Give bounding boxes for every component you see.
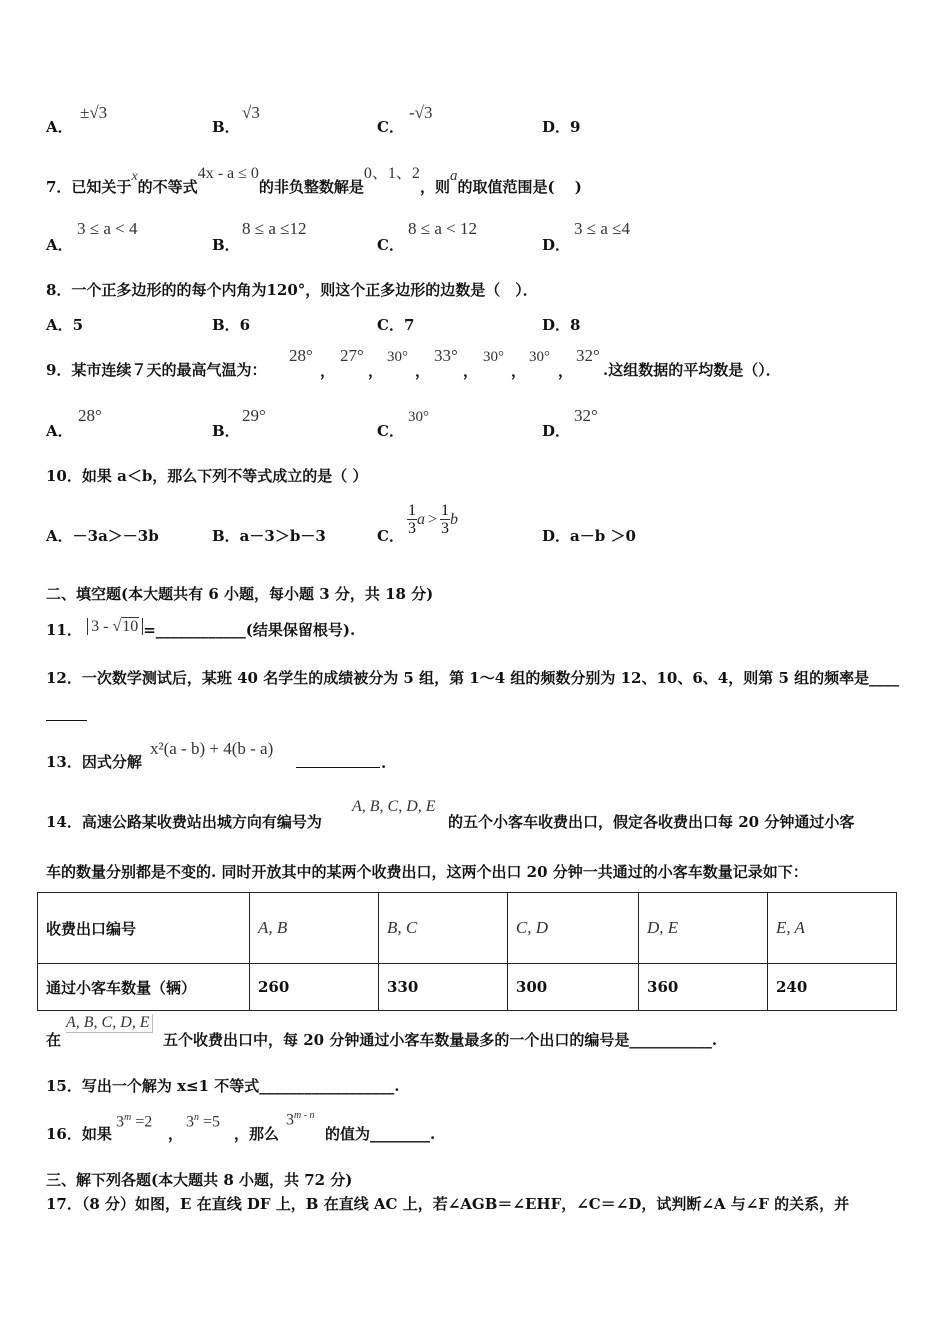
table-row [38, 893, 897, 964]
q6-option-b-math: √3 [242, 103, 260, 122]
q14-exits: A, B, C, D, E [352, 798, 436, 815]
question-15: 15．写出一个解为 x≤1 不等式__________________. [46, 1077, 400, 1095]
q10-frac-2-num: 1 [441, 502, 450, 519]
q9-temp-4: 33° [434, 346, 458, 365]
q16-expr-2 [186, 1112, 220, 1131]
q7-option-a-math: 3 ≤ a < 4 [77, 219, 138, 238]
q7-text-3: 的非负整数解是 [258, 178, 364, 196]
table-cell-count: 330 [378, 964, 507, 1011]
q9-option-c-math: 30° [408, 409, 429, 425]
q11-math-pre: 3 - [91, 618, 113, 635]
q9-sep-6: ， [558, 362, 574, 380]
table-cell-pair: B, C [378, 893, 507, 964]
q9-sep-1: ， [320, 362, 336, 380]
q10-option-b: B．a－3＞b－3 [212, 527, 326, 545]
table-cell-count: 260 [250, 964, 379, 1011]
q6-option-d: D．9 [542, 118, 581, 136]
q9-sep-3: ， [415, 362, 431, 380]
table-cell-pair: E, A [767, 893, 896, 964]
table-cell-pair: C, D [507, 893, 638, 964]
q8-option-c: C．7 [377, 316, 415, 334]
q12-blank-continuation [46, 720, 87, 721]
q7-text-5: 的取值范围是( ) [457, 178, 582, 196]
q6-option-b-label: B． [212, 118, 240, 136]
q14-table [37, 892, 897, 1011]
q8-option-d: D．8 [542, 316, 581, 334]
q9-text-1: 9．某市连续７天的最高气温为： [46, 361, 267, 379]
q9-sep-4: ， [463, 362, 479, 380]
table-cell-count: 240 [767, 964, 896, 1011]
q7-option-d-label: D． [542, 236, 571, 254]
q9-temp-6: 30° [529, 349, 550, 365]
q10-frac-1-num: 1 [408, 502, 416, 519]
q10-frac-1-den: 3 [408, 520, 416, 537]
q6-option-c-label: C． [377, 118, 404, 136]
question-8: 8．一个正多边形的的每个内角为120°，则这个正多边形的边数是（ ）． [46, 281, 538, 299]
q9-temp-2: 27° [340, 346, 364, 365]
q11-abs: 3 - √10 [87, 618, 143, 635]
q16-exp-2: n [194, 1112, 199, 1123]
q7-option-b-math: 8 ≤ a ≤12 [242, 219, 307, 238]
q14-question-pre: 在 [46, 1031, 62, 1049]
q7-text-2: 的不等式 [137, 178, 198, 196]
table-cell-count: 360 [639, 964, 768, 1011]
q9-option-c-label: C． [377, 422, 404, 440]
q6-option-c-math: -√3 [409, 103, 433, 122]
q7-text-4: ，则 [419, 178, 450, 196]
q13-math: x²(a - b) + 4(b - a) [150, 739, 274, 758]
q16-rhs-2: =5 [199, 1113, 221, 1131]
q6-option-a-math [80, 103, 107, 123]
q16-base-3: 3 [286, 1111, 294, 1129]
q7-option-c-label: C． [377, 236, 404, 254]
q9-option-b-math: 29° [242, 406, 266, 425]
table-cell-pair: D, E [639, 893, 768, 964]
q7-option-a-label: A． [46, 236, 73, 254]
section-2-heading: 二、填空题(本大题共有 6 小题，每小题 3 分，共 18 分) [46, 585, 434, 603]
q14-question-exits: A, B, C, D, E [66, 1014, 153, 1033]
q10-frac-2-den: 3 [441, 520, 450, 537]
q16-exp-3: m - n [294, 1110, 315, 1121]
q11-radicand: 10 [122, 618, 139, 635]
q11-text: =____________(结果保留根号). [143, 621, 356, 639]
q9-temp-3: 30° [387, 349, 408, 365]
question-12: 12．一次数学测试后，某班 40 名学生的成绩被分为 5 组，第 1～4 组的频数分别为 12、10、6、4，则第 5 组的频率是____ [46, 669, 900, 687]
q16-expr-1 [116, 1112, 152, 1131]
q16-tail: 的值为________. [325, 1125, 436, 1143]
q16-sep: ， [168, 1125, 184, 1143]
q7-option-d-math: 3 ≤ a ≤4 [574, 219, 630, 238]
q10-op: > [428, 511, 438, 528]
question-11 [46, 620, 355, 641]
q7-solutions: 0、1、2 [363, 165, 420, 182]
question-9 [46, 360, 266, 380]
q9-temp-5: 30° [483, 349, 504, 365]
table-cell-pair: A, B [250, 893, 379, 964]
q13-tail: . [381, 754, 387, 772]
q16-label: 16．如果 [46, 1125, 112, 1143]
question-14-line-1 [46, 812, 322, 832]
q16-mid: ，那么 [234, 1125, 280, 1143]
q10-var-2: b [450, 511, 459, 528]
q9-temp-7: 32° [576, 346, 600, 365]
q11-label: 11． [46, 621, 82, 639]
q6-a-text: ±√3 [80, 103, 108, 122]
q7-var-a: a [449, 168, 458, 184]
question-14-line-2: 车的数量分别都是不变的. 同时开放其中的某两个收费出口，这两个出口 20 分钟一共通过的小客车数量记录如下： [46, 863, 808, 881]
q6-option-a-label: A． [46, 118, 73, 136]
q10-frac-1 [407, 502, 417, 537]
q7-inequality: 4x - a ≤ 0 [197, 165, 259, 182]
question-17: 17．（8 分）如图，E 在直线 DF 上，B 在直线 AC 上，若∠AGB＝∠EHF，∠C＝∠D，试判断∠A 与∠F 的关系，并 [46, 1195, 850, 1213]
q7-var-x: x [131, 169, 138, 184]
q10-option-a: A．－3a＞－3b [46, 527, 159, 545]
table-count-label: 通过小客车数量（辆） [38, 964, 250, 1011]
q16-base-2: 3 [186, 1113, 194, 1131]
q16-base-1: 3 [116, 1113, 124, 1131]
q9-option-a-math: 28° [78, 406, 102, 425]
q10-var-1: a [417, 511, 425, 528]
q9-sep-2: ， [368, 362, 384, 380]
question-10: 10．如果 a＜b，那么下列不等式成立的是（ ） [46, 467, 368, 485]
q10-option-d: D．a－b ＞0 [542, 527, 636, 545]
q9-sep-5: ， [511, 362, 527, 380]
q7-option-c-math: 8 ≤ a < 12 [408, 219, 477, 238]
q7-text-1: 7．已知关于 [46, 178, 132, 196]
q14-text-2: 的五个小客车收费出口，假定各收费出口每 20 分钟通过小客 [448, 813, 855, 831]
q9-option-d-label: D． [542, 422, 571, 440]
q9-text-2: .这组数据的平均数是（）． [603, 361, 781, 379]
question-16 [46, 1124, 112, 1144]
q9-temp-1: 28° [289, 346, 313, 365]
q16-exp-1: m [124, 1112, 132, 1123]
table-cell-count: 300 [507, 964, 638, 1011]
question-13 [46, 752, 142, 772]
q9-option-d-math: 32° [574, 406, 598, 425]
table-row [38, 964, 897, 1011]
q10-option-c-math [407, 502, 458, 537]
q10-frac-2 [440, 502, 450, 537]
section-3-heading: 三、解下列各题(本大题共 8 小题，共 72 分) [46, 1171, 353, 1189]
q9-option-a-label: A． [46, 422, 73, 440]
q8-option-a: A．5 [46, 316, 84, 334]
q8-option-b: B．6 [212, 316, 251, 334]
q13-blank [296, 767, 380, 768]
q7-option-b-label: B． [212, 236, 240, 254]
q13-label: 13．因式分解 [46, 753, 142, 771]
table-header-label: 收费出口编号 [38, 893, 250, 964]
q9-option-b-label: B． [212, 422, 240, 440]
question-7 [46, 165, 582, 197]
q14-text-1: 14．高速公路某收费站出城方向有编号为 [46, 813, 322, 831]
q16-rhs-1: =2 [131, 1113, 153, 1131]
q16-expr-3 [286, 1110, 315, 1129]
q14-question-text: 五个收费出口中，每 20 分钟通过小客车数量最多的一个出口的编号是___________. [163, 1031, 718, 1049]
q10-option-c-label: C． [377, 527, 404, 545]
